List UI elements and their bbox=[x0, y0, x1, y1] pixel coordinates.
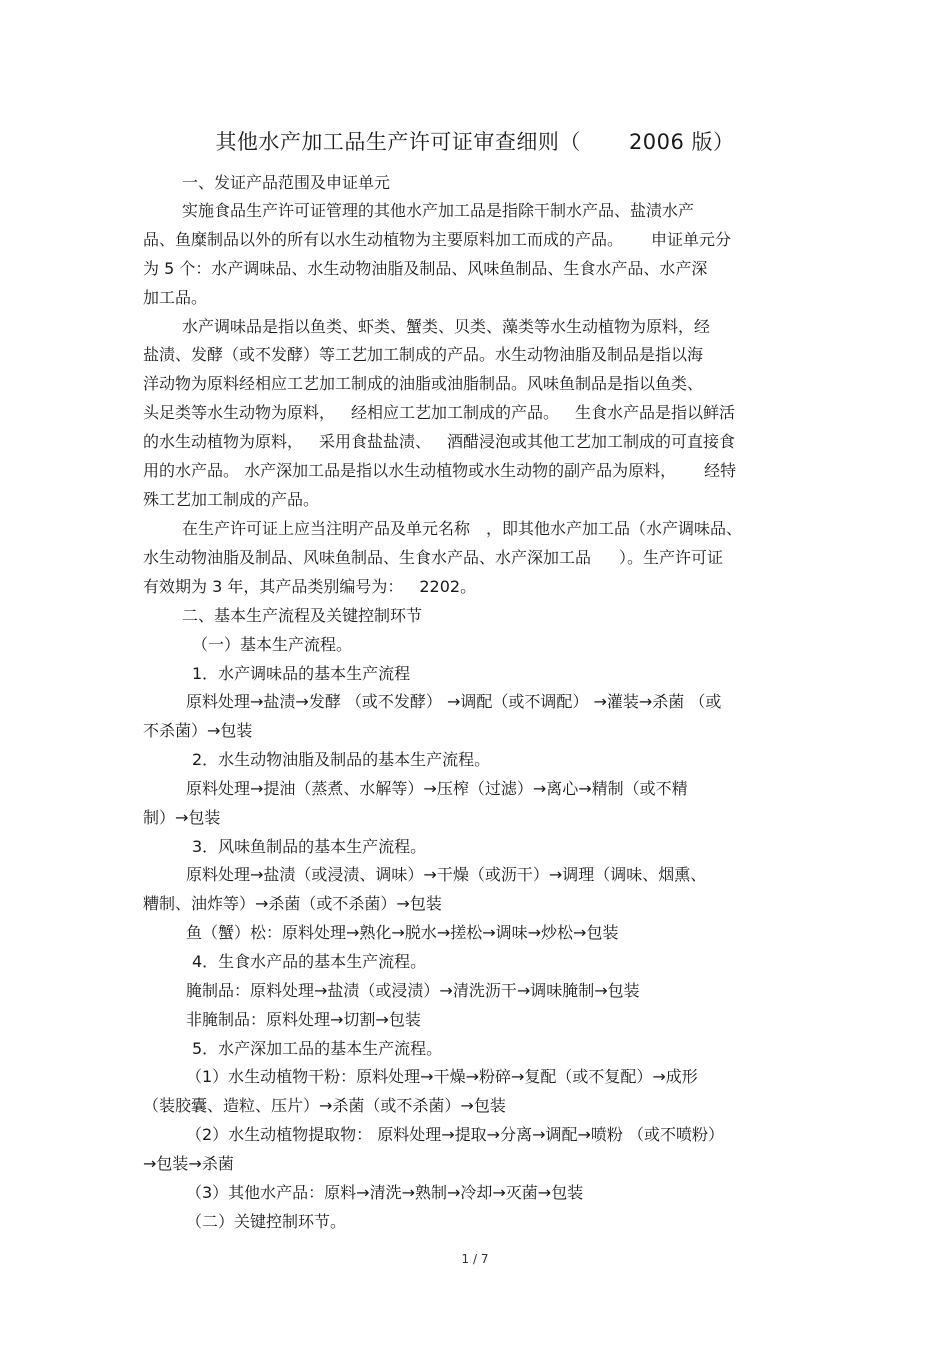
paragraph-line: 的水生动植物为原料， 采用食盐盐渍、 酒醋浸泡或其他工艺加工制成的可直接食 bbox=[143, 432, 736, 451]
paragraph-line: 洋动物为原料经相应工艺加工制成的油脂或油脂制品。风味鱼制品是指以鱼类、 bbox=[143, 374, 704, 393]
flow-title: 5．水产深加工品的基本生产流程。 bbox=[192, 1039, 443, 1058]
flow-line: （1）水生动植物干粉：原料处理→干燥→粉碎→复配（或不复配）→成形 bbox=[186, 1067, 698, 1086]
flow-line: 非腌制品：原料处理→切割→包装 bbox=[186, 1010, 421, 1029]
paragraph-line: 水产调味品是指以鱼类、虾类、蟹类、贝类、藻类等水生动植物为原料，经 bbox=[182, 317, 711, 336]
flow-line: 原料处理→盐渍（或浸渍、调味）→干燥（或沥干）→调理（调味、烟熏、 bbox=[186, 865, 707, 884]
flow-line: 鱼（蟹）松：原料处理→熟化→脱水→搓松→调味→炒松→包装 bbox=[186, 923, 619, 942]
flow-line: 原料处理→盐渍→发酵 （或不发酵） →调配（或不调配） →灌装→杀菌 （或 bbox=[186, 692, 722, 711]
subsection-heading: （一）基本生产流程。 bbox=[192, 635, 353, 654]
flow-line: （3）其他水产品：原料→清洗→熟制→冷却→灭菌→包装 bbox=[186, 1183, 584, 1202]
page-number: 1 / 7 bbox=[461, 1252, 489, 1266]
paragraph-line: 水生动物油脂及制品、风味鱼制品、生食水产品、水产深加工品 ）。生产许可证 bbox=[143, 548, 724, 567]
subsection-heading: （二）关键控制环节。 bbox=[186, 1212, 347, 1231]
paragraph-line: 有效期为 3 年，其产品类别编号为： 2202。 bbox=[143, 577, 477, 596]
flow-line: （2）水生动植物提取物： 原料处理→提取→分离→调配→喷粉 （或不喷粉） bbox=[186, 1125, 724, 1144]
document-title bbox=[0, 126, 950, 156]
paragraph-line: 品、鱼糜制品以外的所有以水生动植物为主要原料加工而成的产品。 申证单元分 bbox=[143, 230, 732, 249]
paragraph-line: 头足类等水生动物为原料， 经相应工艺加工制成的产品。 生食水产品是指以鲜活 bbox=[143, 403, 736, 422]
flow-title: 2．水生动物油脂及制品的基本生产流程。 bbox=[192, 750, 491, 769]
paragraph-line: 盐渍、发酵（或不发酵）等工艺加工制成的产品。水生动物油脂及制品是指以海 bbox=[143, 345, 704, 364]
flow-line: →包装→杀菌 bbox=[143, 1154, 234, 1173]
paragraph-line: 加工品。 bbox=[143, 288, 208, 307]
title-text: 其他水产加工品生产许可证审查细则（ bbox=[215, 130, 581, 154]
flow-title: 1．水产调味品的基本生产流程 bbox=[192, 664, 411, 683]
flow-line: 不杀菌）→包装 bbox=[143, 721, 253, 740]
flow-line: （装胶囊、造粒、压片）→杀菌（或不杀菌）→包装 bbox=[143, 1096, 506, 1115]
paragraph-line: 在生产许可证上应当注明产品及单元名称 ，即其他水产加工品（水产调味品、 bbox=[182, 519, 743, 538]
flow-title: 4．生食水产品的基本生产流程。 bbox=[192, 952, 427, 971]
section-heading-2: 二、基本生产流程及关键控制环节 bbox=[182, 606, 423, 625]
section-heading-1: 一、发证产品范围及申证单元 bbox=[182, 173, 391, 192]
flow-line: 制）→包装 bbox=[143, 808, 221, 827]
flow-line: 糟制、油炸等）→杀菌（或不杀菌）→包装 bbox=[143, 894, 442, 913]
flow-line: 原料处理→提油（蒸煮、水解等）→压榨（过滤）→离心→精制（或不精 bbox=[186, 779, 688, 798]
paragraph-line: 为 5 个：水产调味品、水生动物油脂及制品、风味鱼制品、生食水产品、水产深 bbox=[143, 259, 708, 278]
title-year: 2006 版） bbox=[628, 130, 735, 154]
paragraph-line: 实施食品生产许可证管理的其他水产加工品是指除干制水产品、盐渍水产 bbox=[182, 201, 695, 220]
paragraph-line: 用的水产品。 水产深加工品是指以水生动植物或水生动物的副产品为原料， 经特 bbox=[143, 461, 737, 480]
paragraph-line: 殊工艺加工制成的产品。 bbox=[143, 490, 320, 509]
flow-line: 腌制品：原料处理→盐渍（或浸渍）→清洗沥干→调味腌制→包装 bbox=[186, 981, 640, 1000]
flow-title: 3．风味鱼制品的基本生产流程。 bbox=[192, 837, 427, 856]
